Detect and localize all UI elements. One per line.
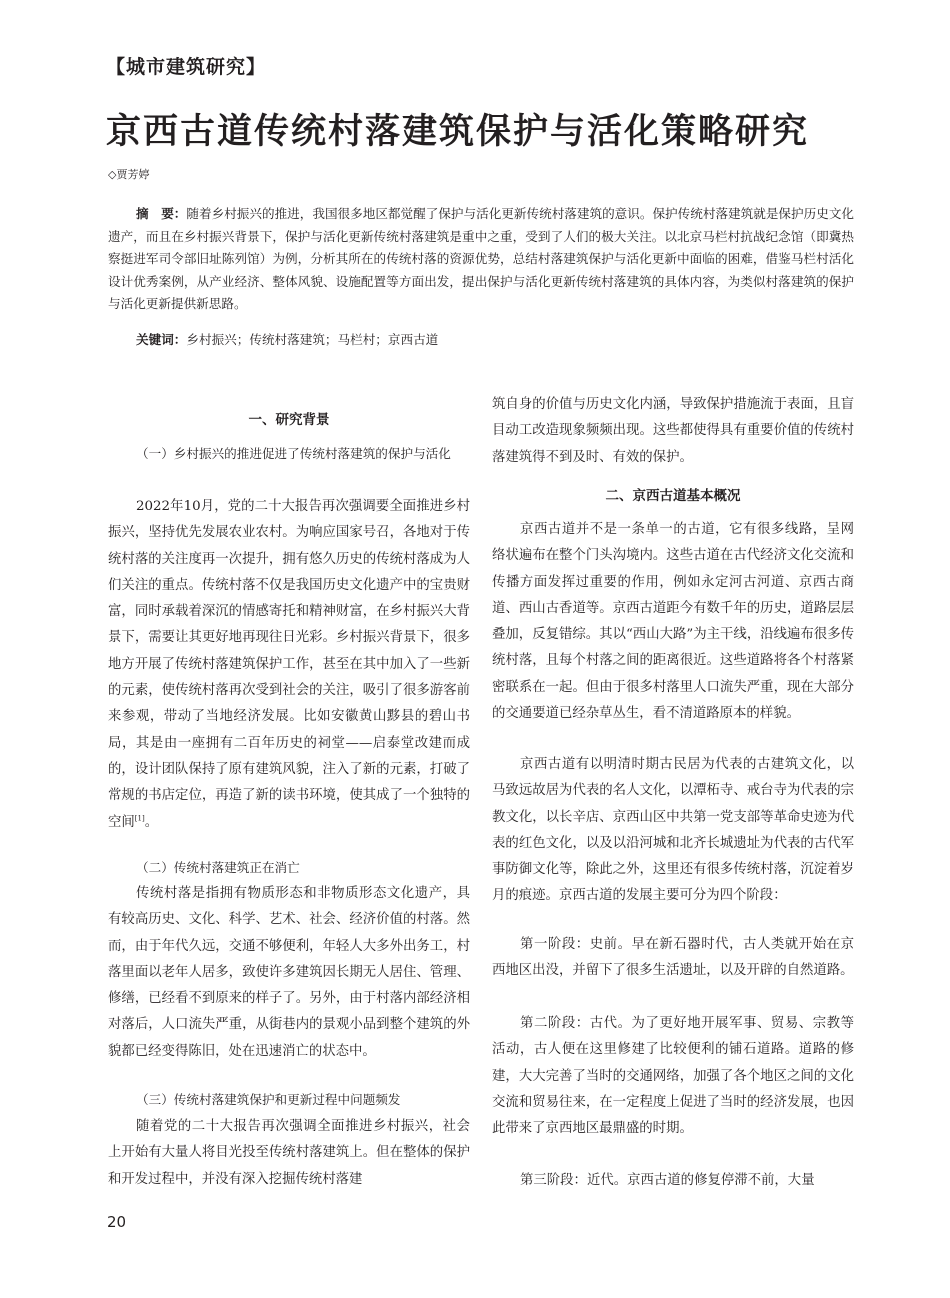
heading-research-background: 一、研究背景 [248, 412, 330, 428]
paragraph-jingxi-road: 京西古道并不是一条单一的古道，它有很多线路，呈网络状遍布在整个门头沟境内。这些古道在古代经济文化交流和传播方面发挥过重要的作用，例如永定河古河道、京西古商道、西山古香道等。京西古道距今有数千年的历史，道路层层叠加，反复错综。其以“西山大路”为主干线，沿线遍布很多传统村落，且每个村落之间的距离很近。这些道路将各个村落紧密联系在一起。但由于很多村落里人口流失严重，现在大部分的交通要道已经杂草丛生，看不清道路原本的样貌。 [492, 522, 854, 722]
author: ◇贾芳婷 [108, 168, 150, 181]
article-title: 京西古道传统村落建筑保护与活化策略研究 [106, 112, 810, 152]
page-number: 20 [107, 1213, 127, 1231]
paragraph-continued: 筑自身的价值与历史文化内涵，导致保护措施流于表面，且盲目动工改造现象频频出现。这些都使得具有重要价值的传统村落建筑得不到及时、有效的保护。 [492, 397, 854, 465]
paragraph-traditional-village: 传统村落是指拥有物质形态和非物质形态文化遗产，具有较高历史、文化、科学、艺术、社会、经济价值的村落。然而，由于年代久远，交通不够便利，年轻人大多外出务工，村落里面以老年人居多，致使许多建筑因长期无人居住、管理、修缮，已经看不到原来的样子了。另外，由于村落内部经济相对落后，人口流失严重，从街巷内的景观小品到整个建筑的外貌都已经变得陈旧，处在迅速消亡的状态中。 [108, 886, 470, 1059]
keywords [136, 329, 836, 352]
subheading-disappearing: （二）传统村落建筑正在消亡 [136, 860, 300, 875]
keywords-label: 关键词： [136, 332, 187, 347]
citation-ref: [1] [134, 814, 145, 823]
paragraph-2022 [108, 494, 470, 836]
paragraph-2022-text: 2022年10月，党的二十大报告再次强调要全面推进乡村振兴，坚持优先发展农业农村。为响应国家号召，各地对于传统村落的关注度再一次提升，拥有悠久历史的传统村落成为人们关注的重点。传统村落不仅是我国历史文化遗产中的宝贵财富，同时承载着深沉的情感寄托和精神财富，在乡村振兴大背景下，需要让其更好地再现往日光彩。乡村振兴背景下，很多地方开展了传统村落建筑保护工作，甚至在其中加入了一些新的元素，使传统村落再次受到社会的关注，吸引了很多游客前来参观，带动了当地经济发展。比如安徽黄山黟县的碧山书局，其是由一座拥有二百年历史的祠堂——启泰堂改建而成的，设计团队保持了原有建筑风貌，注入了新的元素，打破了常规的书店定位，再造了新的读书环境，使其成了一个独特的空间 [108, 499, 470, 830]
paragraph-stage-3: 第三阶段：近代。京西古道的修复停滞不前，大量 [520, 1173, 815, 1188]
subheading-rural-revitalization: （一）乡村振兴的推进促进了传统村落建筑的保护与活化 [136, 446, 451, 461]
paragraph-problems: 随着党的二十大报告再次强调全面推进乡村振兴，社会上开始有大量人将目光投至传统村落建筑上。但在整体的保护和开发过程中，并没有深入挖掘传统村落建 [108, 1119, 470, 1187]
keywords-text: 乡村振兴；传统村落建筑；马栏村；京西古道 [186, 332, 439, 347]
paragraph-2022-end: 。 [144, 814, 159, 830]
section-tag: 【城市建筑研究】 [106, 56, 267, 78]
heading-overview: 二、京西古道基本概况 [605, 488, 741, 504]
abstract-text: 随着乡村振兴的推进，我国很多地区都觉醒了保护与活化更新传统村落建筑的意识。保护传统村落建筑就是保护历史文化遗产，而且在乡村振兴背景下，保护与活化更新传统村落建筑是重中之重，受到了人们的极大关注。以北京马栏村抗战纪念馆（即冀热察挺进军司令部旧址陈列馆）为例，分析其所在的传统村落的资源优势，总结村落建筑保护与活化更新中面临的困难，借鉴马栏村活化设计优秀案例，从产业经济、整体风貌、设施配置等方面出发，提出保护与活化更新传统村落建筑的具体内容，为类似村落建筑的保护与活化更新提供新思路。 [108, 206, 855, 311]
abstract [108, 203, 854, 316]
abstract-label: 摘 要： [136, 206, 187, 221]
paragraph-stage-2: 第二阶段：古代。为了更好地开展军事、贸易、宗教等活动，古人便在这里修建了比较便利的铺石道路。道路的修建，大大完善了当时的交通网络，加强了各个地区之间的文化交流和贸易往来，在一定程度上促进了当时的经济发展，也因此带来了京西地区最鼎盛的时期。 [492, 1016, 854, 1137]
subheading-problems: （三）传统村落建筑保护和更新过程中问题频发 [136, 1092, 401, 1107]
paragraph-culture: 京西古道有以明清时期古民居为代表的古建筑文化，以马致远故居为代表的名人文化，以潭柘寺、戒台寺为代表的宗教文化，以长辛店、京西山区中共第一党支部等革命史迹为代表的红色文化，以及以沿河城和北齐长城遗址为代表的古代军事防御文化等，除此之外，这里还有很多传统村落，沉淀着岁月的痕迹。京西古道的发展主要可分为四个阶段： [492, 757, 854, 904]
paragraph-stage-1: 第一阶段：史前。早在新石器时代，古人类就开始在京西地区出没，并留下了很多生活遗址，以及开辟的自然道路。 [492, 937, 854, 979]
